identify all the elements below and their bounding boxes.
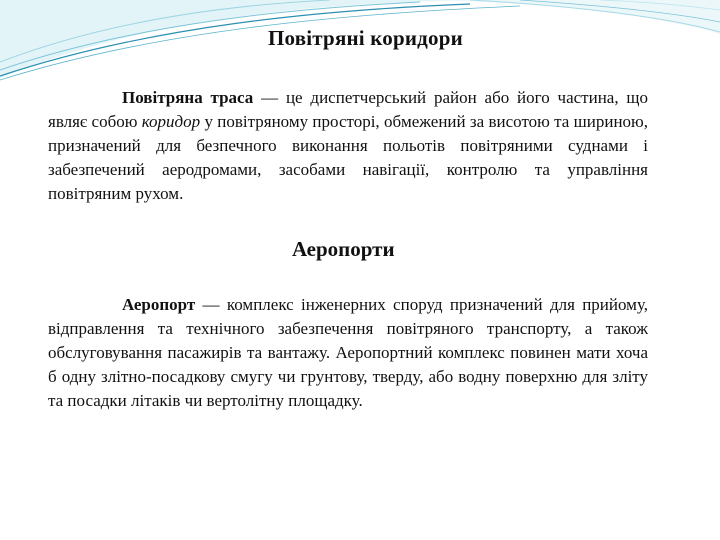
air-route-text-b: у повітряному просторі, обмежений за висотою та шириною, призначений для безпечного виконання польотів повітряними суднами і забезпечений аеродромами, засобами навігації, контролю та управління повітряним рухом. <box>48 112 648 203</box>
airport-text: — комплекс інженерних споруд призначений для прийому, відправлення та технічного забезпечення повітряного транспорту, а також обслуговування пасажирів та вантажу. Аеропортний комплекс повинен мати хоча б одну злітно-посадкову смугу чи грунтову, тверду, або водну поверхню для зліту та посадки літаків чи вертолітну площадку. <box>48 295 648 410</box>
slide-title: Повітряні коридори <box>268 26 463 50</box>
term-airport: Аеропорт <box>122 295 196 314</box>
heading-airports: Аеропорти <box>292 237 395 261</box>
term-air-route: Повітряна траса <box>122 88 254 107</box>
paragraph-air-route <box>48 86 648 206</box>
air-route-text-a: — це диспетчерський район або його частина, що являє собою <box>48 88 648 131</box>
paragraph-airport <box>48 293 648 413</box>
emphasis-corridor: коридор <box>141 112 201 131</box>
